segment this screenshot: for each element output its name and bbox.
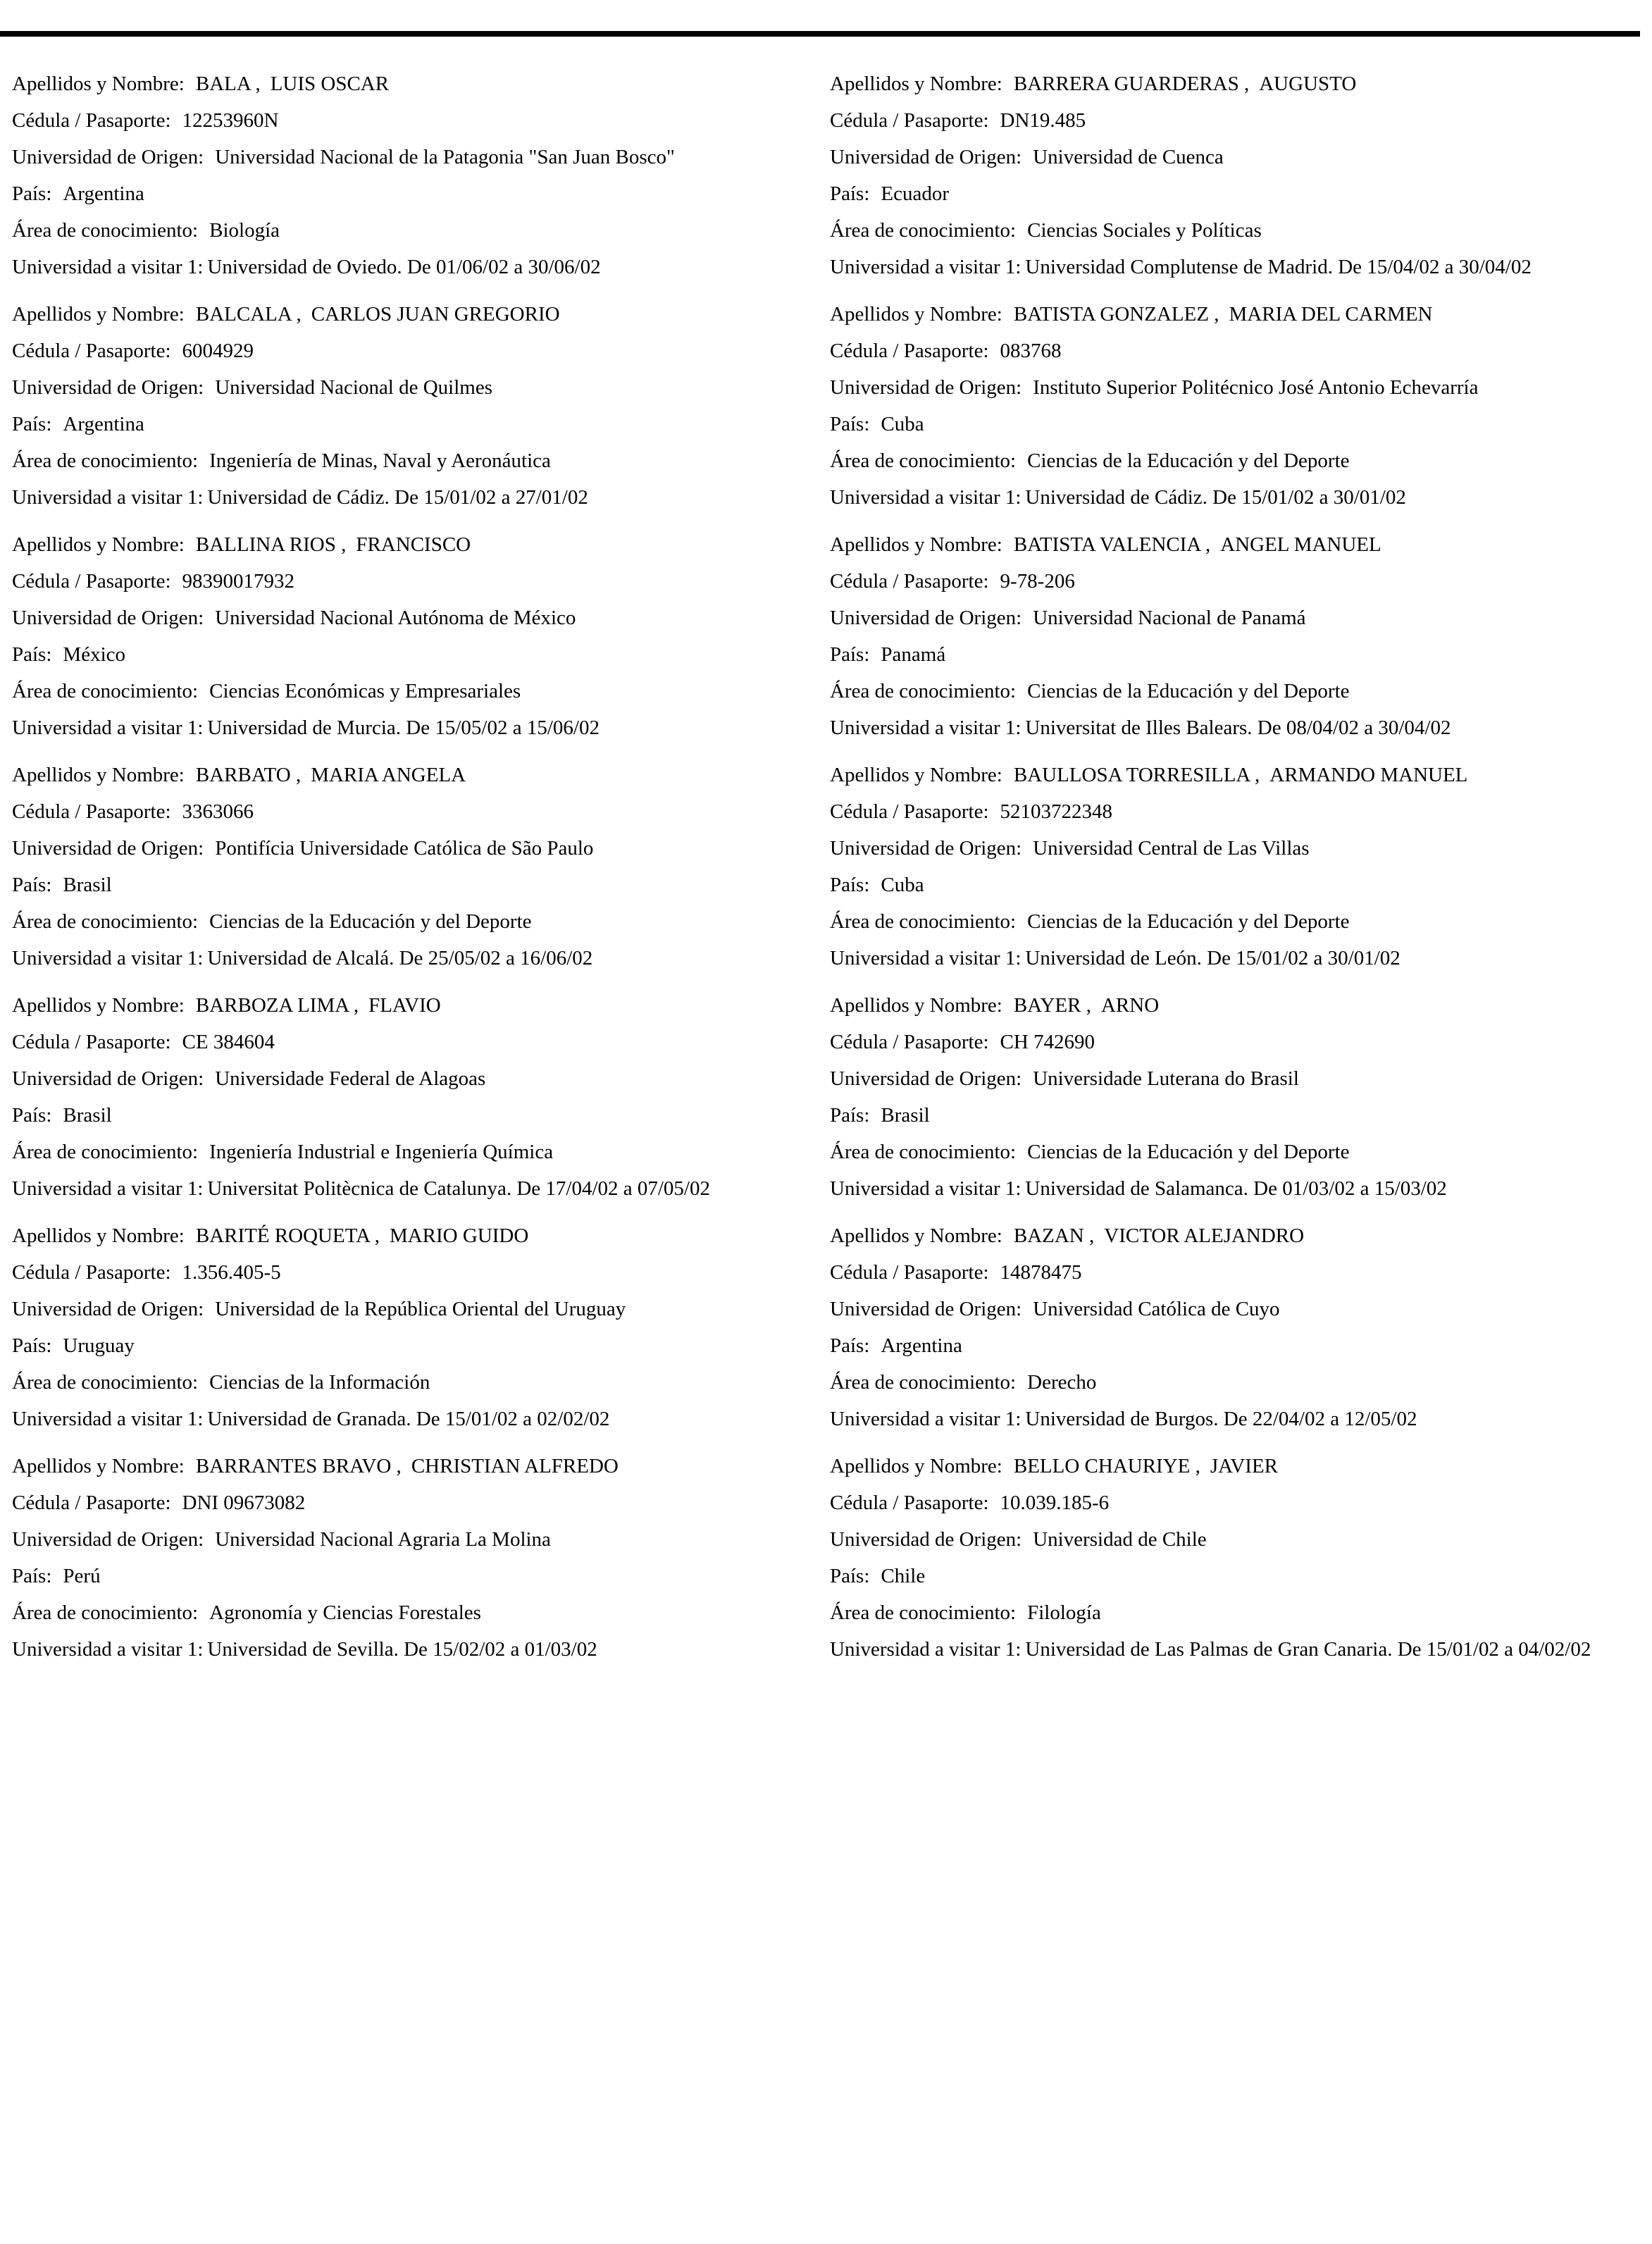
origin-label: Universidad de Origen: xyxy=(12,376,204,399)
origin-label: Universidad de Origen: xyxy=(12,607,204,629)
origin-field xyxy=(830,145,1622,170)
given-name: JAVIER xyxy=(1210,1455,1279,1477)
id-field xyxy=(830,109,1622,133)
country-value: Argentina xyxy=(63,413,144,435)
name-label: Apellidos y Nombre: xyxy=(830,73,1002,95)
area-field xyxy=(830,679,1622,704)
id-value: DNI 09673082 xyxy=(182,1492,306,1514)
origin-value: Universidad Nacional de Quilmes xyxy=(215,376,493,399)
area-field xyxy=(830,1140,1622,1165)
country-label: País: xyxy=(830,1334,870,1357)
area-value: Agronomía y Ciencias Forestales xyxy=(209,1601,481,1624)
given-name: AUGUSTO xyxy=(1259,73,1357,95)
id-label: Cédula / Pasaporte: xyxy=(830,109,989,132)
country-value: Argentina xyxy=(881,1334,962,1357)
visit-field xyxy=(12,716,805,740)
visit-field xyxy=(12,946,805,971)
id-value: 12253960N xyxy=(182,109,279,132)
origin-label: Universidad de Origen: xyxy=(830,1528,1022,1551)
id-field xyxy=(830,569,1622,594)
id-value: 3363066 xyxy=(182,800,254,823)
record-right-2 xyxy=(830,533,1622,740)
country-value: México xyxy=(63,643,125,666)
country-value: Ecuador xyxy=(881,182,950,205)
id-label: Cédula / Pasaporte: xyxy=(830,340,989,362)
id-label: Cédula / Pasaporte: xyxy=(830,1261,989,1284)
area-value: Biología xyxy=(209,219,280,242)
origin-field xyxy=(12,376,805,400)
id-value: 52103722348 xyxy=(1000,800,1113,823)
origin-label: Universidad de Origen: xyxy=(830,1067,1022,1090)
visit-value: Universidad de León. De 15/01/02 a 30/01/02 xyxy=(1025,947,1401,969)
country-value: Brasil xyxy=(63,874,112,896)
surname: BARBOZA LIMA , xyxy=(195,994,359,1017)
name-field xyxy=(12,533,805,557)
origin-field xyxy=(12,836,805,861)
name-field xyxy=(12,1454,805,1479)
origin-value: Universidade Luterana do Brasil xyxy=(1033,1067,1299,1090)
record-right-4 xyxy=(830,993,1622,1201)
name-field xyxy=(830,993,1622,1018)
origin-label: Universidad de Origen: xyxy=(830,376,1022,399)
surname: BARRERA GUARDERAS , xyxy=(1013,73,1250,95)
country-value: Panamá xyxy=(881,643,946,666)
record-left-6 xyxy=(12,1454,805,1662)
visit-field xyxy=(830,1407,1622,1432)
given-name: ARNO xyxy=(1100,994,1160,1017)
given-name: MARIO GUIDO xyxy=(389,1225,529,1247)
id-label: Cédula / Pasaporte: xyxy=(12,570,171,593)
surname: BARRANTES BRAVO , xyxy=(195,1455,402,1477)
origin-field xyxy=(830,606,1622,631)
area-value: Ciencias de la Educación y del Deporte xyxy=(1027,680,1350,702)
visit-label: Universidad a visitar 1: xyxy=(12,947,204,969)
country-field xyxy=(12,873,805,898)
name-field xyxy=(830,1454,1622,1479)
area-label: Área de conocimiento: xyxy=(12,1141,199,1163)
country-label: País: xyxy=(12,643,52,666)
name-field xyxy=(12,72,805,97)
visit-value: Universidad Complutense de Madrid. De 15/04/02 a 30/04/02 xyxy=(1025,256,1532,278)
id-value: 9-78-206 xyxy=(1000,570,1075,593)
visit-value: Universidad de Oviedo. De 01/06/02 a 30/06/02 xyxy=(207,256,601,278)
record-left-5 xyxy=(12,1224,805,1432)
name-label: Apellidos y Nombre: xyxy=(12,533,185,556)
area-value: Ciencias de la Educación y del Deporte xyxy=(1027,910,1350,933)
country-label: País: xyxy=(12,1334,52,1357)
name-label: Apellidos y Nombre: xyxy=(830,994,1002,1017)
origin-label: Universidad de Origen: xyxy=(830,146,1022,168)
name-field xyxy=(830,763,1622,788)
id-label: Cédula / Pasaporte: xyxy=(12,1492,171,1514)
surname: BAULLOSA TORRESILLA , xyxy=(1013,764,1260,786)
visit-field xyxy=(830,716,1622,740)
country-value: Uruguay xyxy=(63,1334,135,1357)
name-field xyxy=(12,993,805,1018)
visit-field xyxy=(830,1637,1622,1662)
visit-label: Universidad a visitar 1: xyxy=(12,1638,204,1661)
given-name: FRANCISCO xyxy=(356,533,471,556)
id-field xyxy=(12,569,805,594)
origin-value: Universidad de la República Oriental del Uruguay xyxy=(215,1298,626,1320)
id-label: Cédula / Pasaporte: xyxy=(12,340,171,362)
area-value: Ciencias de la Información xyxy=(209,1371,430,1394)
country-field xyxy=(12,1564,805,1589)
area-value: Ingeniería de Minas, Naval y Aeronáutica xyxy=(209,450,551,472)
origin-value: Universidad de Chile xyxy=(1033,1528,1207,1551)
record-right-5 xyxy=(830,1224,1622,1432)
country-field xyxy=(830,1103,1622,1128)
id-field xyxy=(12,1030,805,1055)
area-field xyxy=(12,1601,805,1625)
visit-value: Universidad de Burgos. De 22/04/02 a 12/05/02 xyxy=(1025,1408,1417,1430)
id-field xyxy=(12,339,805,364)
country-value: Brasil xyxy=(881,1104,930,1127)
record-right-1 xyxy=(830,302,1622,510)
area-value: Filología xyxy=(1027,1601,1101,1624)
visit-field xyxy=(830,1177,1622,1201)
record-right-3 xyxy=(830,763,1622,971)
area-field xyxy=(830,1601,1622,1625)
name-label: Apellidos y Nombre: xyxy=(12,1225,185,1247)
visit-value: Universidad de Las Palmas de Gran Canaria. De 15/01/02 a 04/02/02 xyxy=(1025,1638,1591,1661)
surname: BATISTA GONZALEZ , xyxy=(1013,303,1219,326)
name-label: Apellidos y Nombre: xyxy=(830,1455,1002,1477)
origin-field xyxy=(12,1297,805,1322)
visit-value: Universidad de Murcia. De 15/05/02 a 15/06/02 xyxy=(207,717,600,739)
country-value: Argentina xyxy=(63,182,144,205)
name-label: Apellidos y Nombre: xyxy=(12,1455,185,1477)
area-field xyxy=(830,218,1622,243)
id-field xyxy=(830,1491,1622,1515)
id-label: Cédula / Pasaporte: xyxy=(830,1492,989,1514)
visit-label: Universidad a visitar 1: xyxy=(830,1638,1021,1661)
visit-label: Universidad a visitar 1: xyxy=(12,486,204,509)
origin-value: Universidad Nacional Agraria La Molina xyxy=(215,1528,551,1551)
id-value: 98390017932 xyxy=(182,570,295,593)
country-field xyxy=(12,412,805,437)
right-column xyxy=(830,72,1622,1685)
origin-label: Universidad de Origen: xyxy=(12,837,204,860)
visit-label: Universidad a visitar 1: xyxy=(830,486,1021,509)
surname: BARITÉ ROQUETA , xyxy=(195,1225,380,1247)
country-label: País: xyxy=(830,643,870,666)
name-field xyxy=(830,302,1622,327)
area-label: Área de conocimiento: xyxy=(830,1371,1017,1394)
id-label: Cédula / Pasaporte: xyxy=(12,1031,171,1053)
country-value: Cuba xyxy=(881,413,924,435)
given-name: ANGEL MANUEL xyxy=(1220,533,1381,556)
visit-label: Universidad a visitar 1: xyxy=(12,1177,204,1200)
id-value: 083768 xyxy=(1000,340,1062,362)
area-label: Área de conocimiento: xyxy=(830,1141,1017,1163)
visit-field xyxy=(830,485,1622,510)
country-value: Brasil xyxy=(63,1104,112,1127)
surname: BATISTA VALENCIA , xyxy=(1013,533,1211,556)
top-rule xyxy=(0,31,1640,37)
country-label: País: xyxy=(12,182,52,205)
area-field xyxy=(830,449,1622,473)
country-label: País: xyxy=(830,1565,870,1587)
area-field xyxy=(12,1370,805,1395)
area-field xyxy=(12,218,805,243)
area-label: Área de conocimiento: xyxy=(12,219,199,242)
name-label: Apellidos y Nombre: xyxy=(830,1225,1002,1247)
surname: BALCALA , xyxy=(195,303,302,326)
area-value: Derecho xyxy=(1027,1371,1097,1394)
name-field xyxy=(830,533,1622,557)
country-field xyxy=(830,873,1622,898)
origin-value: Universidade Federal de Alagoas xyxy=(215,1067,486,1090)
id-value: CH 742690 xyxy=(1000,1031,1095,1053)
id-field xyxy=(830,800,1622,824)
visit-field xyxy=(12,255,805,280)
visit-field xyxy=(830,255,1622,280)
visit-field xyxy=(12,1177,805,1201)
id-value: 6004929 xyxy=(182,340,254,362)
visit-label: Universidad a visitar 1: xyxy=(830,947,1021,969)
name-field xyxy=(12,1224,805,1248)
name-field xyxy=(830,1224,1622,1248)
id-field xyxy=(12,109,805,133)
id-label: Cédula / Pasaporte: xyxy=(12,109,171,132)
visit-field xyxy=(12,485,805,510)
country-field xyxy=(12,1103,805,1128)
name-label: Apellidos y Nombre: xyxy=(12,764,185,786)
id-label: Cédula / Pasaporte: xyxy=(12,1261,171,1284)
area-field xyxy=(12,679,805,704)
given-name: CARLOS JUAN GREGORIO xyxy=(311,303,560,326)
given-name: MARIA DEL CARMEN xyxy=(1229,303,1433,326)
visit-label: Universidad a visitar 1: xyxy=(12,1408,204,1430)
origin-label: Universidad de Origen: xyxy=(12,1298,204,1320)
area-value: Ciencias Sociales y Políticas xyxy=(1027,219,1262,242)
country-label: País: xyxy=(12,874,52,896)
id-field xyxy=(830,1260,1622,1285)
area-value: Ingeniería Industrial e Ingeniería Química xyxy=(209,1141,554,1163)
id-value: 10.039.185-6 xyxy=(1000,1492,1110,1514)
origin-value: Universidad de Cuenca xyxy=(1033,146,1224,168)
country-field xyxy=(830,182,1622,206)
area-label: Área de conocimiento: xyxy=(12,910,199,933)
area-label: Área de conocimiento: xyxy=(12,1371,199,1394)
country-value: Perú xyxy=(63,1565,101,1587)
visit-label: Universidad a visitar 1: xyxy=(830,256,1021,278)
given-name: MARIA ANGELA xyxy=(311,764,466,786)
origin-field xyxy=(830,836,1622,861)
surname: BAYER , xyxy=(1013,994,1091,1017)
area-value: Ciencias de la Educación y del Deporte xyxy=(209,910,532,933)
origin-field xyxy=(12,145,805,170)
origin-value: Universidad Nacional de Panamá xyxy=(1033,607,1306,629)
origin-field xyxy=(12,1067,805,1091)
origin-value: Universidad Central de Las Villas xyxy=(1033,837,1310,860)
name-label: Apellidos y Nombre: xyxy=(12,73,185,95)
given-name: CHRISTIAN ALFREDO xyxy=(411,1455,619,1477)
given-name: VICTOR ALEJANDRO xyxy=(1104,1225,1305,1247)
id-field xyxy=(830,339,1622,364)
left-column xyxy=(12,72,805,1685)
country-field xyxy=(830,1334,1622,1358)
visit-label: Universidad a visitar 1: xyxy=(12,717,204,739)
visit-value: Universitat de Illes Balears. De 08/04/02 a 30/04/02 xyxy=(1025,717,1451,739)
origin-value: Universidad Nacional de la Patagonia "San Juan Bosco" xyxy=(215,146,675,168)
given-name: ARMANDO MANUEL xyxy=(1269,764,1468,786)
visit-field xyxy=(12,1637,805,1662)
origin-field xyxy=(12,1527,805,1552)
visit-value: Universidad de Sevilla. De 15/02/02 a 01/03/02 xyxy=(207,1638,597,1661)
origin-field xyxy=(830,1297,1622,1322)
id-value: 1.356.405-5 xyxy=(182,1261,281,1284)
record-left-3 xyxy=(12,763,805,971)
origin-label: Universidad de Origen: xyxy=(12,1528,204,1551)
area-label: Área de conocimiento: xyxy=(830,219,1017,242)
country-label: País: xyxy=(830,182,870,205)
name-label: Apellidos y Nombre: xyxy=(830,764,1002,786)
record-left-1 xyxy=(12,302,805,510)
record-right-6 xyxy=(830,1454,1622,1662)
country-field xyxy=(830,1564,1622,1589)
area-field xyxy=(830,1370,1622,1395)
surname: BARBATO , xyxy=(195,764,302,786)
name-field xyxy=(12,302,805,327)
origin-label: Universidad de Origen: xyxy=(12,146,204,168)
area-label: Área de conocimiento: xyxy=(12,680,199,702)
id-field xyxy=(12,800,805,824)
surname: BAZAN , xyxy=(1013,1225,1095,1247)
visit-label: Universidad a visitar 1: xyxy=(830,1408,1021,1430)
visit-label: Universidad a visitar 1: xyxy=(12,256,204,278)
origin-field xyxy=(12,606,805,631)
area-field xyxy=(12,910,805,934)
surname: BALA , xyxy=(195,73,261,95)
name-label: Apellidos y Nombre: xyxy=(830,303,1002,326)
record-left-0 xyxy=(12,72,805,280)
given-name: FLAVIO xyxy=(368,994,441,1017)
area-label: Área de conocimiento: xyxy=(830,910,1017,933)
given-name: LUIS OSCAR xyxy=(270,73,390,95)
area-value: Ciencias Económicas y Empresariales xyxy=(209,680,521,702)
country-field xyxy=(12,643,805,667)
country-label: País: xyxy=(12,1565,52,1587)
origin-value: Universidad Nacional Autónoma de México xyxy=(215,607,576,629)
area-label: Área de conocimiento: xyxy=(830,1601,1017,1624)
country-label: País: xyxy=(12,413,52,435)
origin-value: Instituto Superior Politécnico José Antonio Echevarría xyxy=(1033,376,1479,399)
id-value: 14878475 xyxy=(1000,1261,1082,1284)
name-label: Apellidos y Nombre: xyxy=(12,303,185,326)
id-label: Cédula / Pasaporte: xyxy=(830,1031,989,1053)
name-field xyxy=(12,763,805,788)
area-label: Área de conocimiento: xyxy=(830,450,1017,472)
surname: BALLINA RIOS , xyxy=(195,533,347,556)
country-label: País: xyxy=(830,413,870,435)
id-value: DN19.485 xyxy=(1000,109,1086,132)
country-label: País: xyxy=(12,1104,52,1127)
area-value: Ciencias de la Educación y del Deporte xyxy=(1027,1141,1350,1163)
country-field xyxy=(12,1334,805,1358)
id-label: Cédula / Pasaporte: xyxy=(830,800,989,823)
id-field xyxy=(12,1260,805,1285)
origin-label: Universidad de Origen: xyxy=(830,607,1022,629)
visit-value: Universidad de Cádiz. De 15/01/02 a 30/01/02 xyxy=(1025,486,1406,509)
country-value: Cuba xyxy=(881,874,924,896)
visit-value: Universidad de Granada. De 15/01/02 a 02/02/02 xyxy=(207,1408,610,1430)
country-label: País: xyxy=(830,1104,870,1127)
country-field xyxy=(12,182,805,206)
name-label: Apellidos y Nombre: xyxy=(12,994,185,1017)
origin-value: Universidad Católica de Cuyo xyxy=(1033,1298,1280,1320)
visit-field xyxy=(12,1407,805,1432)
id-field xyxy=(830,1030,1622,1055)
visit-label: Universidad a visitar 1: xyxy=(830,717,1021,739)
id-field xyxy=(12,1491,805,1515)
area-label: Área de conocimiento: xyxy=(12,1601,199,1624)
area-field xyxy=(830,910,1622,934)
visit-value: Universitat Politècnica de Catalunya. De 17/04/02 a 07/05/02 xyxy=(207,1177,710,1200)
record-right-0 xyxy=(830,72,1622,280)
id-value: CE 384604 xyxy=(182,1031,275,1053)
id-label: Cédula / Pasaporte: xyxy=(12,800,171,823)
visit-label: Universidad a visitar 1: xyxy=(830,1177,1021,1200)
origin-label: Universidad de Origen: xyxy=(12,1067,204,1090)
area-field xyxy=(12,1140,805,1165)
origin-field xyxy=(830,1527,1622,1552)
origin-field xyxy=(830,1067,1622,1091)
country-value: Chile xyxy=(881,1565,926,1587)
origin-label: Universidad de Origen: xyxy=(830,837,1022,860)
record-left-4 xyxy=(12,993,805,1201)
surname: BELLO CHAURIYE , xyxy=(1013,1455,1200,1477)
visit-value: Universidad de Cádiz. De 15/01/02 a 27/01/02 xyxy=(207,486,588,509)
country-field xyxy=(830,643,1622,667)
origin-label: Universidad de Origen: xyxy=(830,1298,1022,1320)
origin-field xyxy=(830,376,1622,400)
record-left-2 xyxy=(12,533,805,740)
country-label: País: xyxy=(830,874,870,896)
area-field xyxy=(12,449,805,473)
visit-value: Universidad de Salamanca. De 01/03/02 a 15/03/02 xyxy=(1025,1177,1447,1200)
visit-value: Universidad de Alcalá. De 25/05/02 a 16/06/02 xyxy=(207,947,593,969)
origin-value: Pontifícia Universidade Católica de São Paulo xyxy=(215,837,594,860)
area-label: Área de conocimiento: xyxy=(12,450,199,472)
country-field xyxy=(830,412,1622,437)
name-field xyxy=(830,72,1622,97)
visit-field xyxy=(830,946,1622,971)
area-value: Ciencias de la Educación y del Deporte xyxy=(1027,450,1350,472)
area-label: Área de conocimiento: xyxy=(830,680,1017,702)
name-label: Apellidos y Nombre: xyxy=(830,533,1002,556)
id-label: Cédula / Pasaporte: xyxy=(830,570,989,593)
